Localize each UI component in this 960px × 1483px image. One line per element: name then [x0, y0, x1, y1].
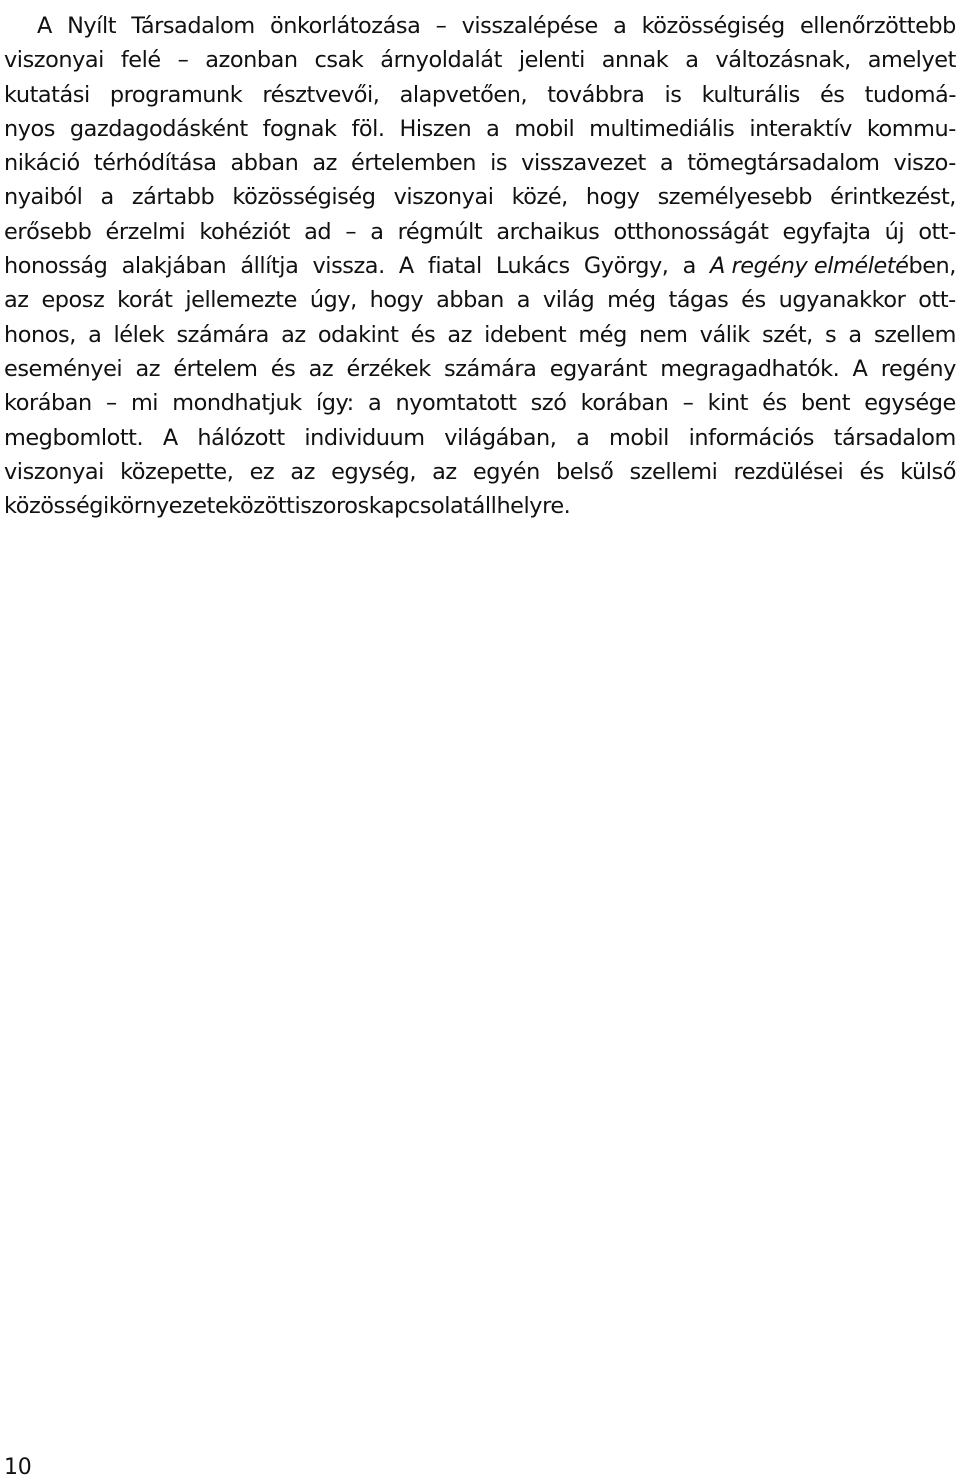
- body-paragraph: [4, 9, 956, 523]
- text-line: erősebb érzelmi kohéziót ad – a régmúlt archaikus otthonosságát egyfajta új ott-: [4, 218, 956, 245]
- text-line: megbomlott. A hálózott individuum világában, a mobil információs társadalom: [4, 424, 956, 451]
- italic-title: A regény elméleté: [710, 253, 909, 280]
- text-line: honos, a lélek számára az odakint és az idebent még nem válik szét, s a szellem: [4, 321, 956, 348]
- text-line: kutatási programunk résztvevői, alapvetően, továbbra is kulturális és tudomá-: [4, 81, 956, 108]
- text-line: viszonyai közepette, ez az egység, az egyén belső szellemi rezdülései és külső: [4, 458, 956, 485]
- text-line: az eposz korát jellemezte úgy, hogy abban a világ még tágas és ugyanakkor ott-: [4, 287, 956, 314]
- text-line: közösségi környezete közötti szoros kapcsolat áll helyre.: [4, 493, 571, 520]
- page-number: 10: [4, 1455, 32, 1480]
- text-line: nyaiból a zártabb közösségiség viszonyai közé, hogy személyesebb érintkezést,: [4, 184, 956, 211]
- text-line: korában – mi mondhatjuk így: a nyomtatott szó korában – kint és bent egysége: [4, 390, 956, 417]
- text-line: nikáció térhódítása abban az értelemben is visszavezet a tömegtársadalom viszo-: [4, 150, 956, 177]
- text-line: honosság alakjában állítja vissza. A fiatal Lukács György, a A regény elméletében,: [4, 253, 956, 280]
- text-line: nyos gazdagodásként fognak föl. Hiszen a mobil multimediális interaktív kommu-: [4, 115, 956, 142]
- text-line: viszonyai felé – azonban csak árnyoldalát jelenti annak a változásnak, amelyet: [4, 47, 956, 74]
- text-line: eseményei az értelem és az érzékek számára egyaránt megragadhatók. A regény: [4, 355, 956, 382]
- text-line: A Nyílt Társadalom önkorlátozása – visszalépése a közösségiség ellenőrzöttebb: [37, 13, 956, 39]
